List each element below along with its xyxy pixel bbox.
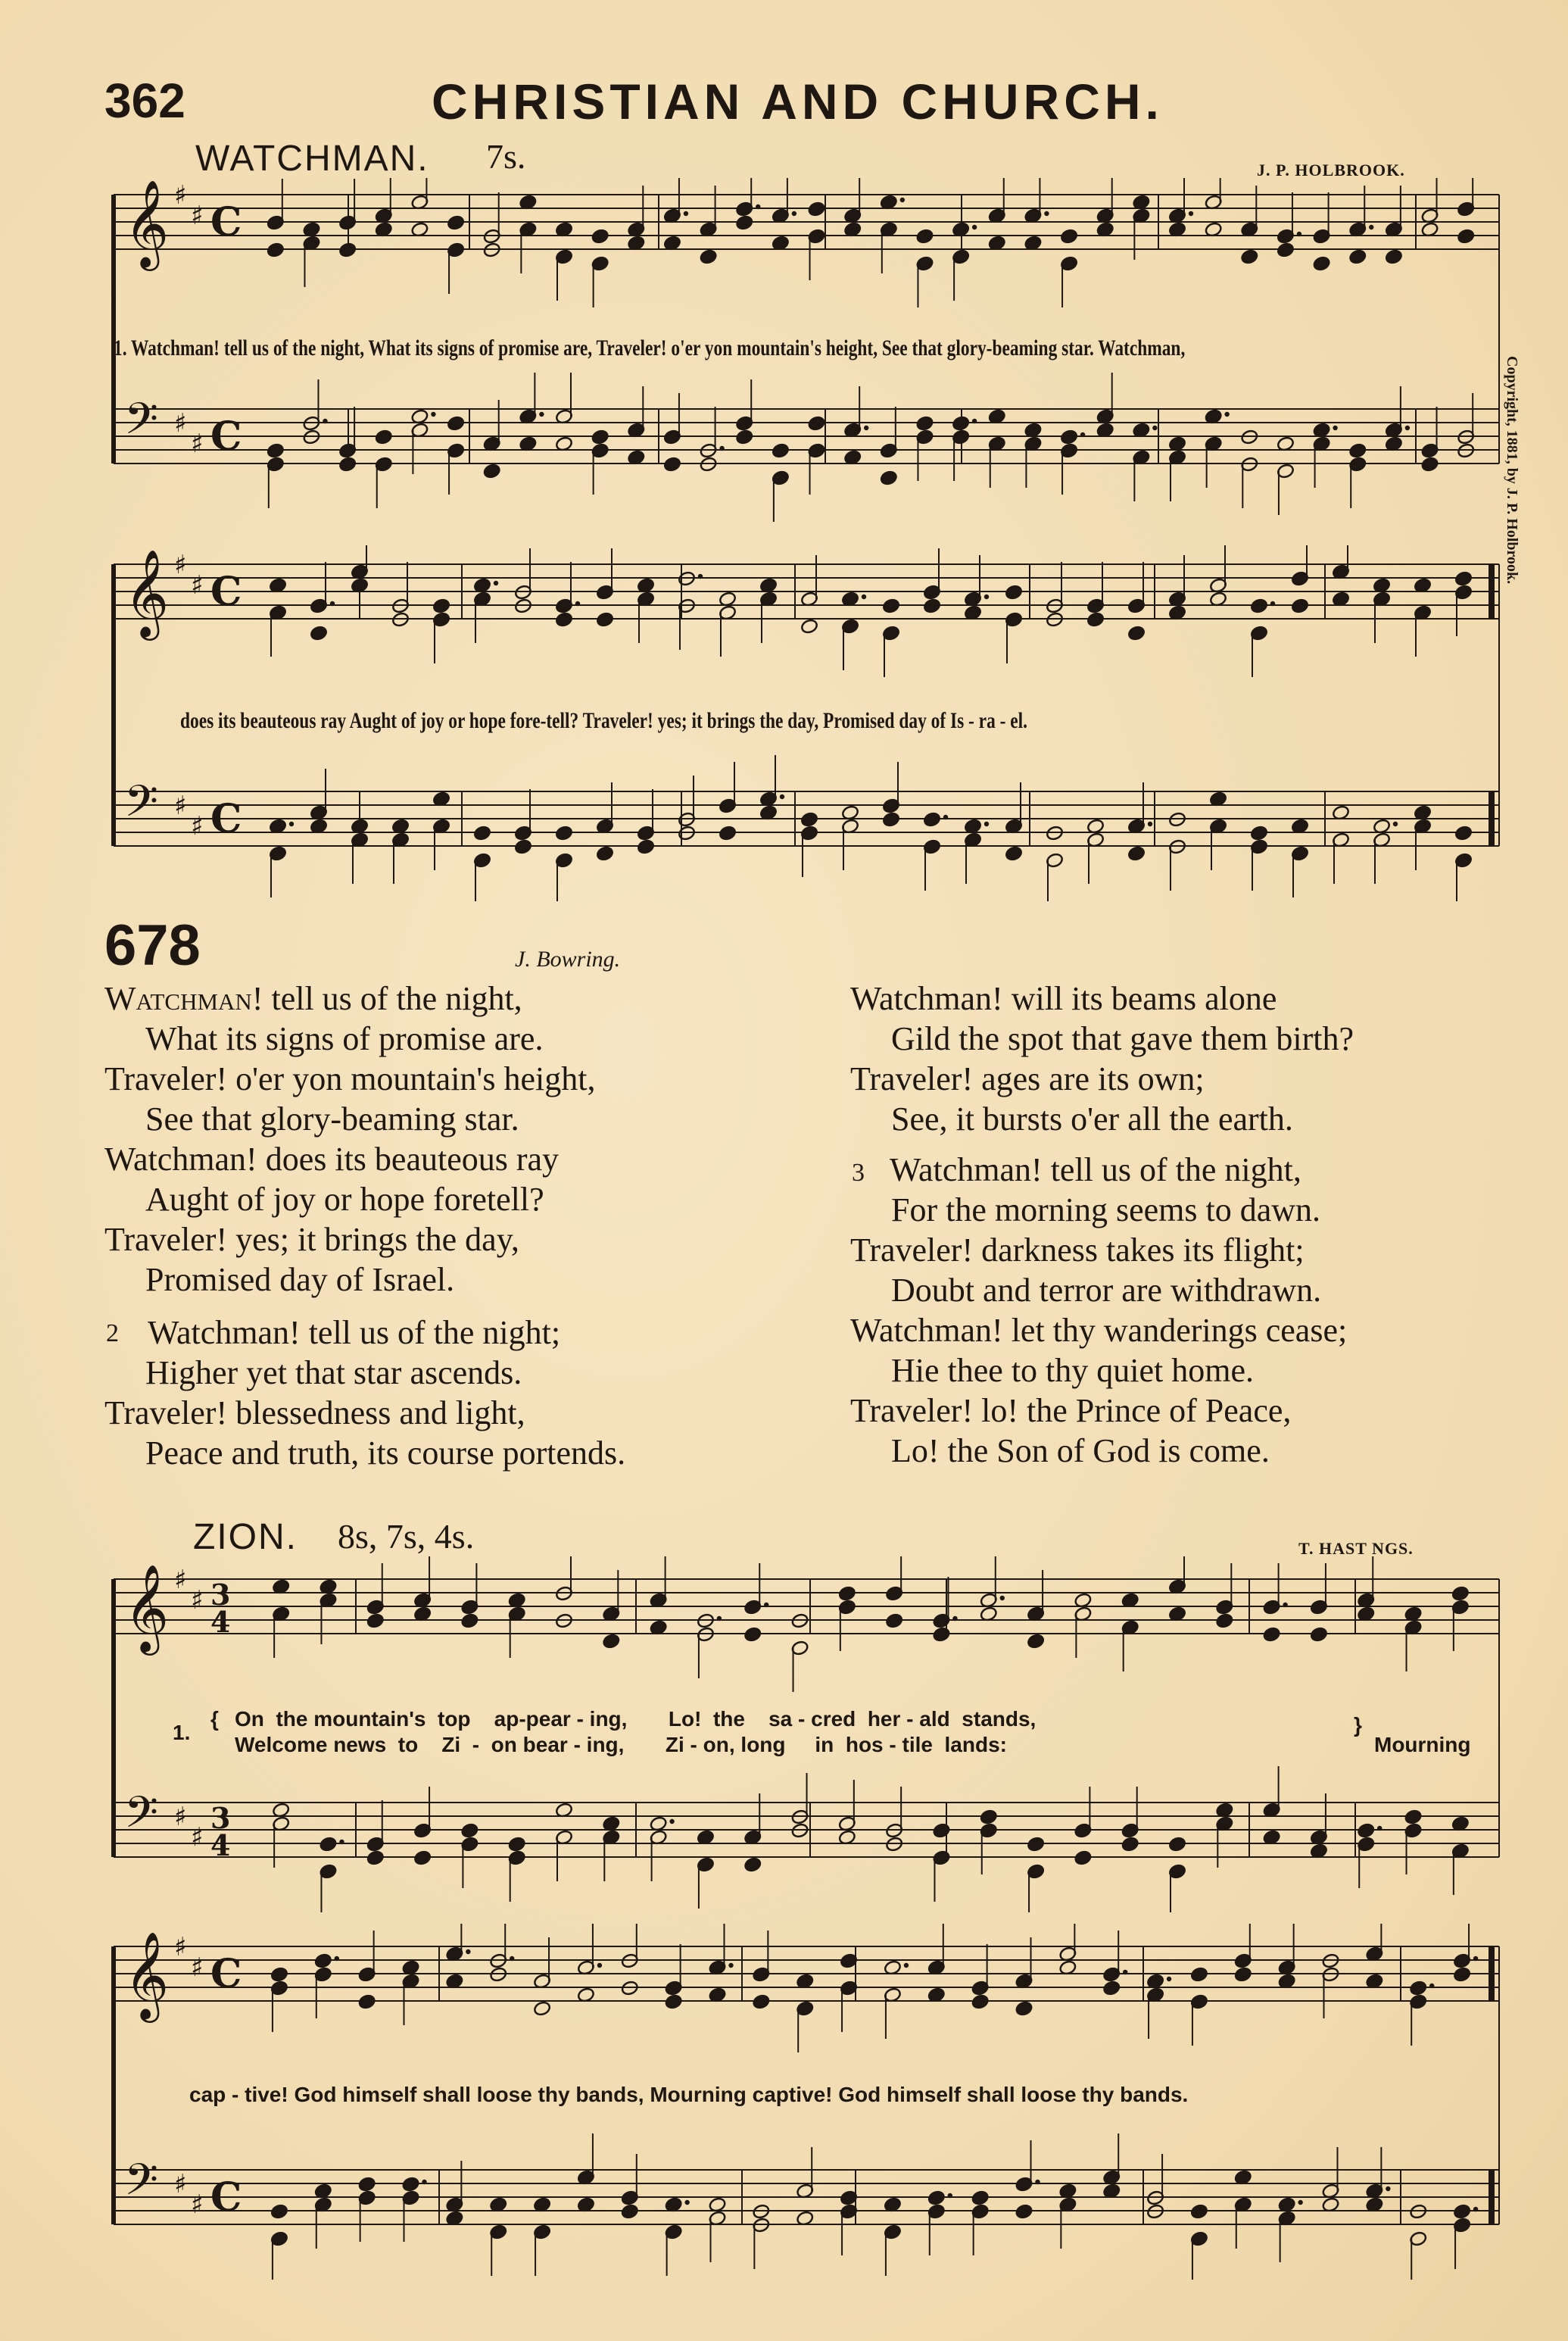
dot-icon bbox=[764, 1603, 768, 1607]
page-number: 362 bbox=[104, 73, 185, 128]
note-head bbox=[533, 2000, 551, 2016]
note-head bbox=[358, 1993, 376, 2009]
note-head bbox=[473, 825, 491, 841]
dot-icon bbox=[780, 794, 784, 799]
dot-icon bbox=[466, 1949, 470, 1954]
sharp-icon: ♯ bbox=[191, 811, 204, 841]
note-head bbox=[358, 2176, 376, 2192]
note-head bbox=[460, 1822, 479, 1838]
note-head bbox=[483, 463, 501, 479]
note-head bbox=[1015, 2000, 1033, 2016]
note-head bbox=[401, 2176, 419, 2192]
dot-icon bbox=[1298, 2200, 1302, 2205]
note-head bbox=[1250, 598, 1268, 613]
note-head bbox=[665, 1993, 683, 2009]
note-head bbox=[1102, 1980, 1121, 1996]
stanza-line: Traveler! blessedness and light, bbox=[104, 1394, 525, 1431]
dot-icon bbox=[1333, 426, 1337, 430]
stanza-line: Aught of joy or hope foretell? bbox=[145, 1181, 544, 1218]
copyright-notice: Copyright, 1881, by J. P. Holbrook. bbox=[1504, 356, 1520, 585]
note-head bbox=[1310, 1626, 1328, 1642]
dot-icon bbox=[756, 204, 760, 209]
dot-icon bbox=[864, 426, 868, 430]
dot-icon bbox=[904, 1963, 909, 1968]
note-head bbox=[719, 825, 737, 841]
sharp-icon: ♯ bbox=[191, 1822, 204, 1853]
note-head bbox=[447, 415, 465, 431]
stanza-2-part-2 bbox=[104, 1353, 625, 1473]
hymn-number: 678 bbox=[104, 913, 201, 978]
dot-icon bbox=[1148, 822, 1152, 826]
note-head bbox=[915, 228, 934, 244]
lyrics-zion-line-1b: Welcome news to Zi - on bear - ing, Zi - on, long in hos - tile lands: bbox=[235, 1733, 1007, 1756]
note-head bbox=[772, 442, 790, 458]
dot-icon bbox=[719, 446, 724, 451]
note-head bbox=[915, 415, 934, 431]
dot-icon bbox=[1429, 1984, 1434, 1988]
tune-meter-watchman: 7s. bbox=[486, 137, 526, 176]
dot-icon bbox=[1473, 2207, 1478, 2211]
stanza-line: Watchman! tell us of the night, bbox=[890, 1151, 1301, 1188]
lyrics-watchman-line-1: 1. Watchman! tell us of the night, What its signs of promise are, Traveler! o'er yon mountain's height, See that glory-beaming star. Watchman, bbox=[114, 336, 1186, 361]
dot-icon bbox=[1152, 426, 1157, 430]
bass-clef-icon: 𝄢 bbox=[124, 776, 159, 838]
note-head bbox=[1385, 248, 1403, 264]
dot-icon bbox=[335, 1956, 339, 1961]
stanza-line: Higher yet that star ascends. bbox=[145, 1354, 522, 1391]
tune-name-watchman: WATCHMAN. bbox=[195, 139, 429, 179]
note-head bbox=[1060, 228, 1078, 244]
note-head bbox=[591, 429, 609, 445]
dot-icon bbox=[792, 211, 796, 216]
note-head bbox=[1357, 1822, 1375, 1838]
stanza-line: See that glory-beaming star. bbox=[145, 1100, 519, 1138]
stanza-line: Lo! the Son of God is come. bbox=[891, 1432, 1270, 1469]
note-head bbox=[375, 429, 393, 445]
dot-icon bbox=[1283, 1603, 1287, 1607]
note-head bbox=[338, 456, 357, 472]
sharp-icon: ♯ bbox=[174, 180, 187, 211]
note-head bbox=[602, 1633, 620, 1649]
common-time-icon: C bbox=[210, 2174, 242, 2221]
common-time-icon: C bbox=[210, 1951, 242, 1997]
stanza-line: Doubt and terror are withdrawn. bbox=[891, 1272, 1322, 1309]
note-head bbox=[514, 838, 532, 854]
note-head bbox=[1127, 845, 1146, 861]
stanza-line: Traveler! lo! the Prince of Peace, bbox=[850, 1392, 1292, 1429]
note-head bbox=[807, 201, 825, 217]
note-head bbox=[882, 598, 900, 613]
note-head bbox=[555, 611, 573, 627]
lyrics-zion-line-1a: On the mountain's top ap-pear - ing, Lo! the sa - cred her - ald stands, bbox=[235, 1707, 1037, 1731]
note-head bbox=[338, 242, 357, 258]
note-head bbox=[460, 1612, 479, 1628]
tune-composer-zion: T. HAST NGS. bbox=[1298, 1539, 1414, 1558]
note-head bbox=[882, 811, 900, 827]
sharp-icon: ♯ bbox=[174, 1932, 187, 1962]
note-head bbox=[1457, 228, 1475, 244]
stanza-2-part-3 bbox=[850, 979, 1354, 1139]
tune-composer-watchman: J. P. HOLBROOK. bbox=[1257, 161, 1405, 179]
common-time-icon: C bbox=[210, 569, 242, 615]
dot-icon bbox=[1080, 432, 1085, 437]
dot-icon bbox=[289, 822, 294, 826]
dot-icon bbox=[431, 412, 435, 417]
dot-icon bbox=[323, 419, 327, 423]
note-head bbox=[1005, 845, 1023, 861]
note-head bbox=[267, 442, 285, 458]
note-head bbox=[1348, 442, 1367, 458]
note-head bbox=[1190, 1966, 1208, 1982]
note-head bbox=[923, 598, 941, 613]
dot-icon bbox=[1369, 225, 1373, 229]
stanza-line: Watchman! will its beams alone bbox=[850, 980, 1277, 1017]
time-signature-top: 3 bbox=[210, 1578, 231, 1612]
zion-brace-open: { bbox=[210, 1707, 219, 1731]
sharp-icon: ♯ bbox=[174, 1565, 187, 1595]
stanza-line: For the morning seems to dawn. bbox=[891, 1191, 1321, 1228]
stanza-3-number: 3 bbox=[852, 1159, 865, 1187]
note-head bbox=[663, 456, 681, 472]
note-head bbox=[800, 811, 818, 827]
stanza-1 bbox=[104, 979, 595, 1300]
sharp-icon: ♯ bbox=[174, 1802, 187, 1832]
note-head bbox=[1291, 598, 1309, 613]
dot-icon bbox=[948, 2193, 952, 2198]
dot-icon bbox=[1405, 426, 1410, 430]
note-head bbox=[267, 242, 285, 258]
note-head bbox=[800, 618, 818, 634]
stanza-line: Traveler! o'er yon mountain's height, bbox=[104, 1060, 596, 1097]
note-head bbox=[1027, 1836, 1045, 1852]
treble-clef-icon: 𝄞 bbox=[124, 1931, 170, 2019]
note-head bbox=[1453, 1966, 1471, 1982]
note-head bbox=[952, 415, 970, 431]
note-head bbox=[1263, 1626, 1281, 1642]
stanza-line: Watchman! tell us of the night; bbox=[148, 1314, 561, 1351]
note-head bbox=[743, 1856, 762, 1872]
note-head bbox=[1015, 2203, 1033, 2219]
note-head bbox=[413, 1849, 432, 1865]
dot-icon bbox=[972, 225, 977, 229]
dot-icon bbox=[1377, 1826, 1382, 1831]
sharp-icon: ♯ bbox=[191, 570, 204, 601]
note-head bbox=[508, 1836, 526, 1852]
dot-icon bbox=[1123, 1970, 1127, 1974]
note-head bbox=[596, 611, 614, 627]
note-head bbox=[1313, 255, 1331, 271]
bass-clef-icon: 𝄢 bbox=[124, 2154, 159, 2216]
note-head bbox=[591, 228, 609, 244]
note-head bbox=[637, 838, 655, 854]
stanza-1-first-word: Watchman bbox=[104, 980, 252, 1017]
page-title: CHRISTIAN AND CHURCH. bbox=[432, 73, 1164, 130]
tune-meter-zion: 8s, 7s, 4s. bbox=[338, 1517, 475, 1556]
note-head bbox=[1453, 2203, 1471, 2219]
lyrics-zion-line-2: cap - tive! God himself shall loose thy bands, Mourning captive! God himself shall loose thy bands. bbox=[189, 2083, 1189, 2106]
stanza-line: Gild the spot that gave them birth? bbox=[891, 1020, 1354, 1057]
dot-icon bbox=[900, 198, 905, 202]
note-head bbox=[880, 470, 898, 485]
treble-clef-icon: 𝄞 bbox=[124, 179, 170, 267]
note-head bbox=[555, 825, 573, 841]
stanza-line: What its signs of promise are. bbox=[145, 1020, 544, 1057]
dot-icon bbox=[575, 601, 580, 606]
note-head bbox=[1451, 1585, 1470, 1601]
common-time-icon: C bbox=[210, 796, 242, 842]
note-head bbox=[752, 1993, 770, 2009]
note-head bbox=[366, 1612, 385, 1628]
dot-icon bbox=[510, 1956, 514, 1961]
zion-brace-close: } bbox=[1354, 1713, 1362, 1737]
dot-icon bbox=[984, 595, 989, 599]
treble-clef-icon: 𝄞 bbox=[124, 548, 170, 637]
sharp-icon: ♯ bbox=[174, 408, 187, 439]
note-head bbox=[1127, 625, 1146, 641]
note-head bbox=[980, 1809, 998, 1824]
dot-icon bbox=[728, 1963, 733, 1968]
common-time-icon: C bbox=[210, 199, 242, 245]
stanza-line: Hie thee to thy quiet home. bbox=[891, 1352, 1254, 1389]
note-head bbox=[1234, 1966, 1252, 1982]
dot-icon bbox=[494, 581, 498, 585]
note-head bbox=[927, 2190, 946, 2205]
stanza-line: Traveler! yes; it brings the day, bbox=[104, 1221, 519, 1258]
lyrics-watchman-line-2: does its beauteous ray Aught of joy or hope fore-tell? Traveler! yes; it brings the day, Promised day of Is - ra - el. bbox=[180, 708, 1027, 733]
stanza-line: Peace and truth, its course portends. bbox=[145, 1434, 626, 1472]
dot-icon bbox=[972, 419, 977, 423]
note-head bbox=[270, 1966, 288, 1982]
time-signature-top: 3 bbox=[210, 1801, 231, 1835]
dot-icon bbox=[684, 2200, 689, 2205]
tune-name-zion: ZION. bbox=[193, 1517, 298, 1557]
note-head bbox=[1121, 1836, 1139, 1852]
lyrics-zion-line-1-end: Mourning bbox=[1374, 1733, 1471, 1756]
dot-icon bbox=[539, 412, 544, 417]
note-head bbox=[885, 1612, 903, 1628]
dot-icon bbox=[717, 1616, 722, 1621]
dot-icon bbox=[698, 574, 703, 579]
note-head bbox=[1454, 570, 1473, 586]
note-head bbox=[1215, 1612, 1233, 1628]
hymn-author: J. Bowring. bbox=[515, 947, 621, 972]
note-head bbox=[1250, 825, 1268, 841]
dot-icon bbox=[1044, 211, 1049, 216]
dot-icon bbox=[1189, 211, 1193, 216]
dot-icon bbox=[1224, 412, 1229, 417]
note-head bbox=[932, 1626, 950, 1642]
note-head bbox=[1348, 248, 1367, 264]
stanza-1-first-rest: ! tell us of the night, bbox=[251, 980, 522, 1017]
sharp-icon: ♯ bbox=[191, 2190, 204, 2220]
note-head bbox=[932, 1822, 950, 1838]
note-head bbox=[310, 625, 328, 641]
dot-icon bbox=[1386, 2186, 1390, 2191]
dot-icon bbox=[1035, 2180, 1040, 2184]
stanza-line: Watchman! let thy wanderings cease; bbox=[850, 1312, 1348, 1349]
note-head bbox=[1420, 456, 1439, 472]
note-head bbox=[447, 214, 465, 230]
sharp-icon: ♯ bbox=[191, 201, 204, 231]
stanza-3-part-2 bbox=[850, 1190, 1347, 1471]
dot-icon bbox=[1393, 822, 1398, 826]
dot-icon bbox=[984, 822, 989, 826]
dot-icon bbox=[943, 815, 948, 819]
note-head bbox=[1074, 1849, 1092, 1865]
note-head bbox=[314, 1952, 332, 1968]
note-head bbox=[971, 1993, 990, 2009]
note-head bbox=[1060, 429, 1078, 445]
dot-icon bbox=[330, 601, 335, 606]
note-head bbox=[743, 1626, 762, 1642]
dot-icon bbox=[684, 211, 688, 216]
sharp-icon: ♯ bbox=[174, 791, 187, 821]
dot-icon bbox=[597, 1963, 602, 1968]
note-head bbox=[700, 248, 718, 264]
sharp-icon: ♯ bbox=[191, 429, 204, 459]
note-head bbox=[971, 2190, 990, 2205]
note-head bbox=[1240, 248, 1258, 264]
stanza-line: See, it bursts o'er all the earth. bbox=[891, 1100, 1293, 1138]
dot-icon bbox=[422, 2180, 426, 2184]
note-head bbox=[621, 2203, 639, 2219]
common-time-icon: C bbox=[210, 414, 242, 460]
sharp-icon: ♯ bbox=[191, 1585, 204, 1615]
note-head bbox=[1005, 584, 1023, 600]
sharp-icon: ♯ bbox=[174, 550, 187, 580]
note-head bbox=[735, 429, 753, 445]
note-head bbox=[923, 811, 941, 827]
note-head bbox=[596, 845, 614, 861]
sharp-icon: ♯ bbox=[191, 1952, 204, 1983]
time-signature-bottom: 4 bbox=[210, 1828, 231, 1862]
stanza-line: Traveler! ages are its own; bbox=[850, 1060, 1205, 1097]
dot-icon bbox=[1473, 1956, 1478, 1961]
stanza-line: Traveler! darkness takes its flight; bbox=[850, 1231, 1305, 1269]
sharp-icon: ♯ bbox=[174, 2169, 187, 2199]
note-head bbox=[1404, 1809, 1422, 1824]
dot-icon bbox=[1167, 1977, 1171, 1981]
dot-icon bbox=[669, 1819, 674, 1824]
note-head bbox=[1168, 1836, 1186, 1852]
dot-icon bbox=[1000, 1596, 1005, 1600]
stanza-3-part-1 bbox=[890, 1150, 1301, 1190]
dot-icon bbox=[862, 595, 866, 599]
dot-icon bbox=[1270, 601, 1275, 606]
dot-icon bbox=[339, 1840, 344, 1844]
note-head bbox=[432, 598, 450, 613]
note-head bbox=[319, 1836, 337, 1852]
stanza-2-part-1 bbox=[148, 1313, 560, 1353]
stanza-2-number: 2 bbox=[106, 1319, 119, 1347]
bass-clef-icon: 𝄢 bbox=[124, 393, 159, 455]
note-head bbox=[270, 2203, 288, 2219]
note-head bbox=[1086, 611, 1105, 627]
note-head bbox=[807, 415, 825, 431]
note-head bbox=[838, 1585, 856, 1601]
note-head bbox=[366, 1849, 385, 1865]
note-head bbox=[1409, 1980, 1427, 1996]
note-head bbox=[735, 214, 753, 230]
treble-clef-icon: 𝄞 bbox=[124, 1563, 170, 1652]
bass-clef-icon: 𝄢 bbox=[124, 1787, 159, 1849]
dot-icon bbox=[1297, 232, 1301, 236]
note-head bbox=[1454, 825, 1473, 841]
stanza-line: Promised day of Israel. bbox=[145, 1261, 455, 1298]
dot-icon bbox=[952, 1616, 957, 1621]
note-head bbox=[1277, 242, 1295, 258]
note-head bbox=[1027, 1633, 1045, 1649]
time-signature-bottom: 4 bbox=[210, 1605, 231, 1639]
note-head bbox=[1190, 2203, 1208, 2219]
zion-verse-number: 1. bbox=[173, 1721, 191, 1744]
stanza-line: Watchman! does its beauteous ray bbox=[104, 1141, 560, 1178]
